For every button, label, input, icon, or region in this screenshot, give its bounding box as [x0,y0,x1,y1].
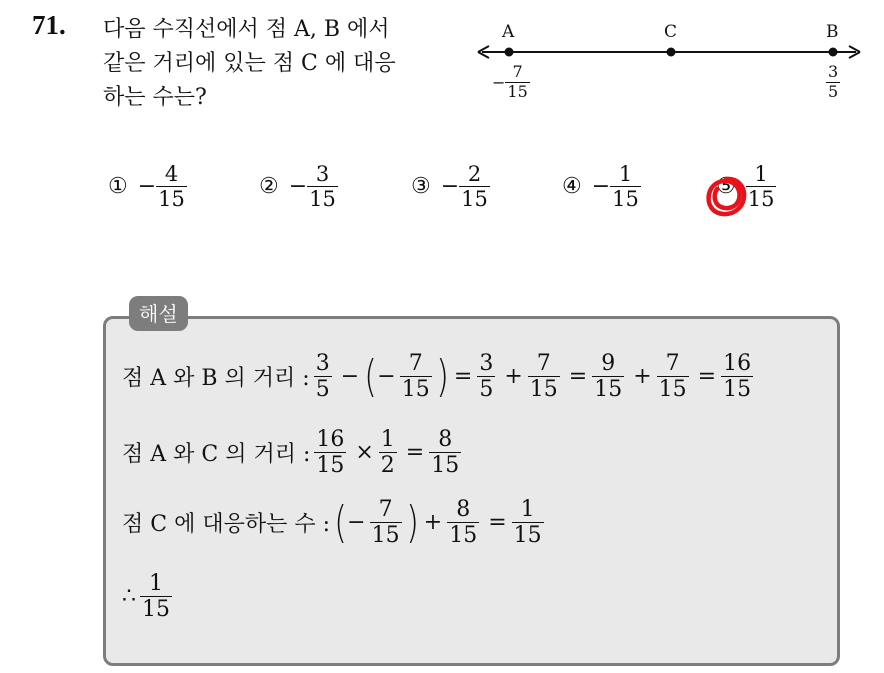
choice-1[interactable]: ① − $\frac{4}{15}$ [108,162,185,212]
choice-5[interactable]: ⑤ $\frac{1}{15}$ [716,162,775,212]
explanation-title: 해설 [129,296,188,331]
point-a-dot [505,48,514,57]
choice-4[interactable]: ④ − $\frac{1}{15}$ [562,162,639,212]
line1-label: 점 A 와 B 의 거리 : [122,366,310,392]
question-number: 71. [32,10,66,40]
explanation-line-3: 점 C 에 대응하는 수 : ( − $\frac{7}{15}$ ) + $\frac{8}{15}$ = $\frac{1}{15}$ [122,496,542,549]
question-line-3: 하는 수는? [103,85,207,110]
line3-label: 점 C 에 대응하는 수 : [122,512,330,538]
question-line-2: 같은 거리에 있는 점 C 에 대응 [103,51,396,76]
explanation-line-2: 점 A 와 C 의 거리 : $\frac{16}{15}$ × $\frac{1}{2}$ = $\frac{8}{15}$ [122,427,460,479]
therefore-symbol: ∴ [122,584,136,610]
number-line [478,40,863,64]
question-line-1: 다음 수직선에서 점 A, B 에서 [103,17,390,42]
point-a-label: A [502,22,515,42]
explanation-line-4: ∴ $\frac{1}{15}$ [122,571,170,623]
question-text [103,13,396,115]
point-c-dot [667,48,676,57]
explanation-line-1: 점 A 와 B 의 거리 : $\frac{3}{5}$ − ( − $\frac{7}{15}$ ) = $\frac{3}{5}$ + $\frac{7}{15}$ = $\frac{9}{15}$ + $\frac{7}{15}$ = $\frac{16}{15}$ [122,350,752,403]
answer-mark-icon [703,173,749,219]
point-b-value: $\frac{3}{5}$ [828,62,839,101]
point-a-value: − $\frac{7}{15}$ [492,62,528,101]
point-b-label: B [826,22,839,42]
point-c-label: C [664,22,678,42]
line2-label: 점 A 와 C 의 거리 : [122,442,311,468]
choice-2[interactable]: ② − $\frac{3}{15}$ [259,162,336,212]
point-b-dot [829,48,838,57]
choice-3[interactable]: ③ − $\frac{2}{15}$ [411,162,488,212]
